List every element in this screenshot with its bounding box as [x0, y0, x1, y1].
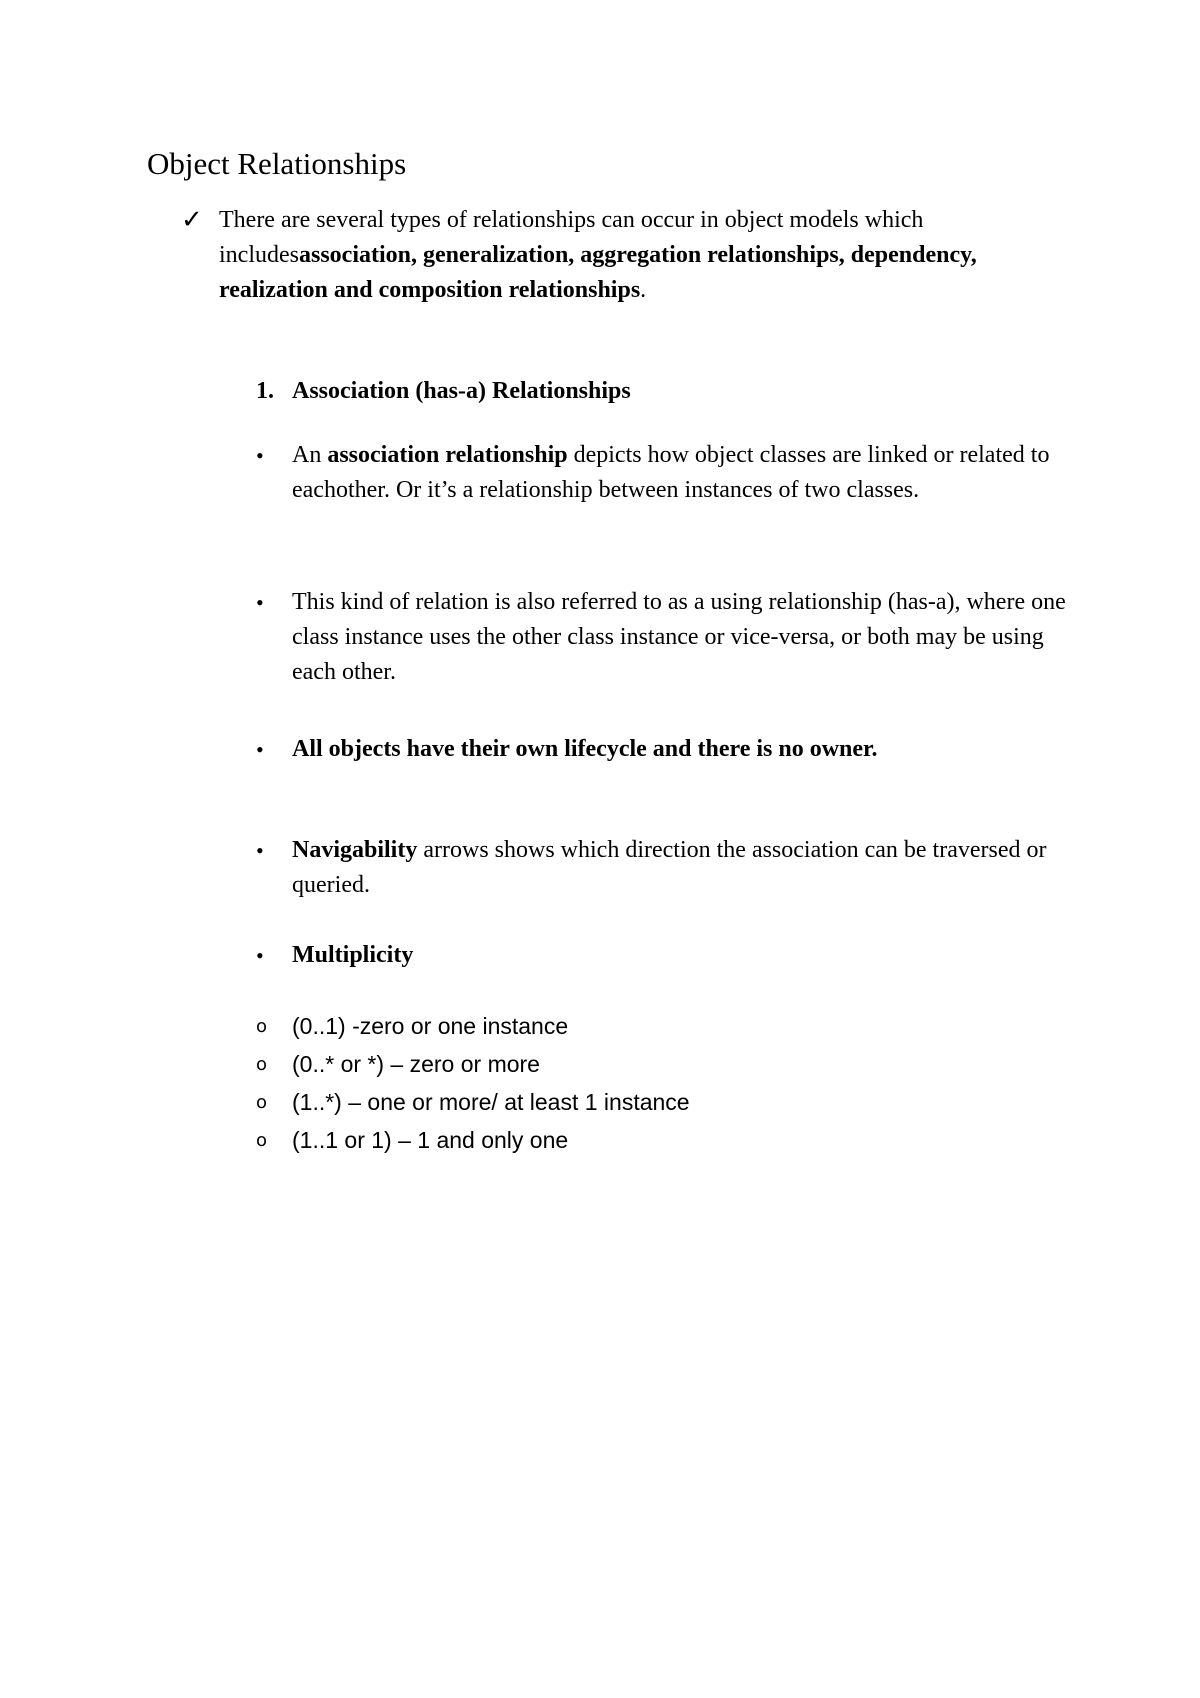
checkmark-icon: ✓: [181, 205, 203, 235]
intro-paragraph: [183, 203, 1083, 308]
bullet-text: This kind of relation is also referred to as a using relationship (has-a), where one class instance uses the other class instance or vice-versa, or both may be using each other.: [292, 589, 1066, 685]
sub-list-text: (0..* or *) – zero or more: [292, 1051, 540, 1077]
circle-bullet-icon: o: [256, 1054, 268, 1075]
bullet-icon: •: [256, 737, 264, 762]
bullet-text: Navigability arrows shows which direction the association can be traversed or queried.: [292, 837, 1047, 898]
list-item: [256, 833, 1076, 903]
sub-list-item: [256, 1123, 1076, 1159]
bullet-text: Multiplicity: [292, 942, 414, 968]
intro-text-suffix: .: [640, 277, 647, 303]
bullet-icon: •: [256, 943, 264, 968]
bullet-icon: •: [256, 590, 264, 615]
section-title: Association (has-a) Relationships: [292, 378, 631, 404]
circle-bullet-icon: o: [256, 1016, 268, 1037]
bullet-icon: •: [256, 443, 264, 468]
sub-list-item: [256, 1085, 1076, 1121]
list-item: [256, 938, 1076, 973]
list-item: [256, 732, 1076, 767]
sub-list-item: [256, 1047, 1076, 1083]
intro-text-prefix: There are several types of relationships can occur in object models which includes: [219, 207, 924, 268]
intro-text-bold: association, generalization, aggregation relationships, dependency, realization and composition relationships: [219, 242, 977, 303]
page-title: Object Relationships: [147, 146, 407, 181]
sub-list-text: (0..1) -zero or one instance: [292, 1013, 569, 1039]
intro-text: [219, 203, 1083, 308]
section-number: 1.: [256, 378, 274, 404]
bullet-text: An association relationship depicts how object classes are linked or related to eachother. Or it’s a relationship between instances of two classes.: [292, 442, 1050, 503]
section-heading: [256, 374, 631, 409]
bullet-text: All objects have their own lifecycle and there is no owner.: [292, 736, 878, 762]
list-item: [256, 438, 1076, 508]
sub-list-item: [256, 1009, 1076, 1045]
circle-bullet-icon: o: [256, 1092, 268, 1113]
circle-bullet-icon: o: [256, 1130, 268, 1151]
sub-list-text: (1..*) – one or more/ at least 1 instance: [292, 1089, 690, 1115]
bullet-icon: •: [256, 838, 264, 863]
sub-list-text: (1..1 or 1) – 1 and only one: [292, 1127, 569, 1153]
list-item: [256, 585, 1076, 690]
